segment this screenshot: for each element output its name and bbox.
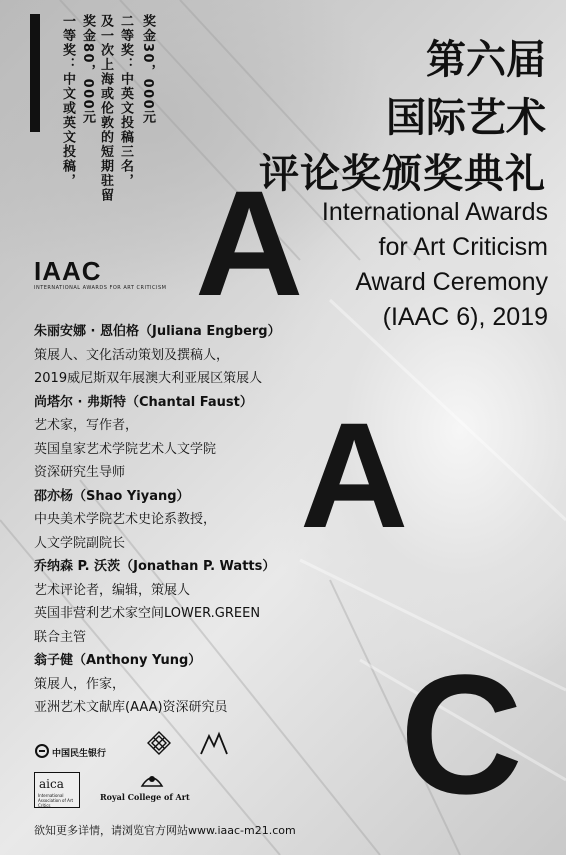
jury-member-bio: 资深研究生导师 <box>34 465 126 480</box>
title-en-line-3: Award Ceremony <box>355 268 548 296</box>
rca-crest-icon <box>138 768 166 790</box>
rca-logo: Royal College of Art <box>100 792 190 802</box>
jury-member-bio: 2019威尼斯双年展澳大利亚展区策展人 <box>34 371 263 386</box>
prize-second-label: 二等奖：中英文投稿三名， <box>118 14 133 188</box>
prize-first-amount: 奖金80，000元 <box>80 14 95 125</box>
jury-member-bio: 艺术评论者，编辑，策展人 <box>34 582 191 598</box>
minsheng-bank-icon <box>34 744 50 758</box>
title-en-line-4: (IAAC 6), 2019 <box>382 303 548 331</box>
prize-second-residency: 及一次上海或伦敦的短期驻留 <box>98 14 113 203</box>
title-cn-line-1: 第六届 <box>426 37 546 83</box>
big-letter-a-1: A <box>195 159 304 327</box>
title-cn-line-3: 评论奖颁奖典礼 <box>259 151 546 197</box>
black-bar <box>30 14 40 132</box>
aica-logo-box <box>34 772 80 808</box>
jury-member-bio: 亚洲艺术文献库(AAA)资深研究员 <box>34 700 228 715</box>
aica-logo-text: aica <box>39 777 64 791</box>
jury-member-bio: 策展人、文化活动策划及撰稿人， <box>34 347 230 363</box>
iaac-logo-subtitle: INTERNATIONAL AWARDS FOR ART CRITICISM <box>34 285 167 291</box>
jury-member-bio: 联合主管 <box>34 629 87 645</box>
jury-member-name: 尚塔尔 · 弗斯特（Chantal Faust） <box>34 394 253 410</box>
prize-first-label: 一等奖：中文或英文投稿， <box>60 14 75 188</box>
knot-emblem-icon <box>146 730 172 760</box>
jury-member-bio: 中央美术学院艺术史论系教授， <box>34 512 217 527</box>
minsheng-bank-logo: 中国民生银行 <box>52 749 107 759</box>
jury-member-name: 邵亦杨（Shao Yiyang） <box>34 488 190 504</box>
title-en-line-2: for Art Criticism <box>378 233 548 261</box>
sponsor-logos <box>34 738 264 808</box>
mountain-emblem-icon <box>199 730 229 758</box>
aica-logo-subtitle: International Association of Art Critics <box>38 793 74 808</box>
title-cn-line-2: 国际艺术 <box>386 95 546 141</box>
jury-member-name: 朱丽安娜 · 恩伯格（Juliana Engberg） <box>34 324 281 339</box>
title-en <box>322 195 548 335</box>
jury-list <box>34 320 334 720</box>
big-letter-c: C <box>400 640 523 830</box>
jury-member-bio: 策展人，作家， <box>34 676 126 692</box>
title-en-line-1: International Awards <box>321 198 548 226</box>
jury-member-bio: 人文学院副院长 <box>34 535 126 551</box>
iaac-logo: IAAC <box>34 256 102 286</box>
big-letter-a-2: A <box>300 391 409 559</box>
jury-member-bio: 英国皇家艺术学院艺术人文学院 <box>34 441 217 457</box>
jury-member-bio: 艺术家，写作者， <box>34 418 139 433</box>
jury-member-bio: 英国非营利艺术家空间LOWER.GREEN <box>34 606 261 621</box>
jury-member-name: 翁子健（Anthony Yung） <box>34 653 202 668</box>
jury-member-name: 乔纳森 P. 沃茨（Jonathan P. Watts） <box>34 559 276 574</box>
prize-second-amount: 奖金30，000元 <box>140 14 155 125</box>
footer-website: 欲知更多详情，请浏览官方网站www.iaac-m21.com <box>34 824 296 837</box>
